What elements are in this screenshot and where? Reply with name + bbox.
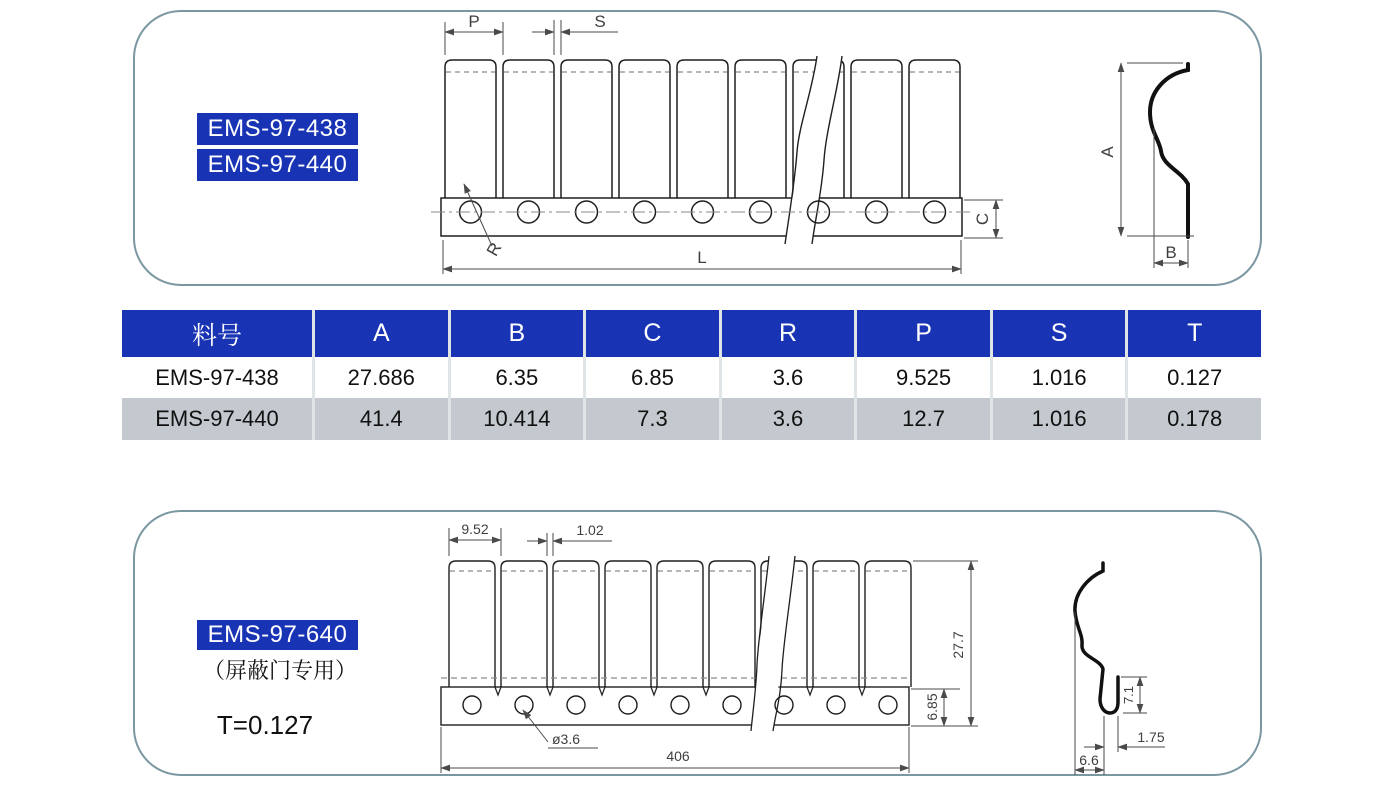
part-label-ems-97-440: EMS-97-440 bbox=[197, 149, 358, 181]
dim-label-height: 27.7 bbox=[950, 631, 966, 659]
dim-label-base: 6.85 bbox=[924, 693, 940, 721]
table-cell: 9.525 bbox=[857, 357, 990, 398]
col-header-part: 料号 bbox=[122, 310, 312, 357]
dim-label-length: 406 bbox=[666, 748, 690, 764]
table-cell: 3.6 bbox=[722, 398, 855, 440]
dim-label-depth: 6.6 bbox=[1079, 752, 1099, 768]
table-cell: 10.414 bbox=[451, 398, 584, 440]
dim-label-hook-w: 1.75 bbox=[1137, 729, 1165, 745]
table-cell: 6.35 bbox=[451, 357, 584, 398]
col-header-b: B bbox=[451, 310, 584, 357]
dim-label-pitch: 9.52 bbox=[461, 521, 489, 537]
spec-table bbox=[122, 310, 1261, 440]
dim-label-l: L bbox=[697, 248, 707, 267]
dim-label-p: P bbox=[468, 12, 480, 31]
top-drawing-panel bbox=[133, 10, 1262, 286]
col-header-p: P bbox=[857, 310, 990, 357]
col-header-t: T bbox=[1128, 310, 1261, 357]
part-label-ems-97-640: EMS-97-640 bbox=[197, 620, 358, 650]
dim-label-a: A bbox=[1098, 146, 1117, 158]
dim-label-b: B bbox=[1165, 243, 1177, 262]
col-header-c: C bbox=[586, 310, 719, 357]
table-cell: 0.178 bbox=[1128, 398, 1261, 440]
col-header-a: A bbox=[315, 310, 448, 357]
table-cell: 1.016 bbox=[993, 357, 1126, 398]
col-header-s: S bbox=[993, 310, 1126, 357]
table-cell: 7.3 bbox=[586, 398, 719, 440]
shield-door-subtitle: （屏蔽门专用） bbox=[202, 658, 357, 683]
col-header-r: R bbox=[722, 310, 855, 357]
table-cell: 41.4 bbox=[315, 398, 448, 440]
dim-label-hook-h: 7.1 bbox=[1121, 685, 1136, 705]
dim-label-slot: 1.02 bbox=[576, 522, 604, 538]
table-cell: 27.686 bbox=[315, 357, 448, 398]
dim-label-s: S bbox=[594, 12, 606, 31]
part-label-ems-97-438: EMS-97-438 bbox=[197, 113, 358, 145]
table-cell: 6.85 bbox=[586, 357, 719, 398]
dim-label-c: C bbox=[973, 212, 992, 226]
dim-label-r: R bbox=[482, 239, 506, 260]
table-cell: 3.6 bbox=[722, 357, 855, 398]
table-row-440-part: EMS-97-440 bbox=[122, 398, 312, 440]
table-row-438-part: EMS-97-438 bbox=[122, 357, 312, 398]
thickness-note: T=0.127 bbox=[216, 710, 314, 740]
table-cell: 0.127 bbox=[1128, 357, 1261, 398]
dim-label-hole-dia: ø3.6 bbox=[552, 731, 581, 747]
table-cell: 1.016 bbox=[993, 398, 1126, 440]
table-cell: 12.7 bbox=[857, 398, 990, 440]
